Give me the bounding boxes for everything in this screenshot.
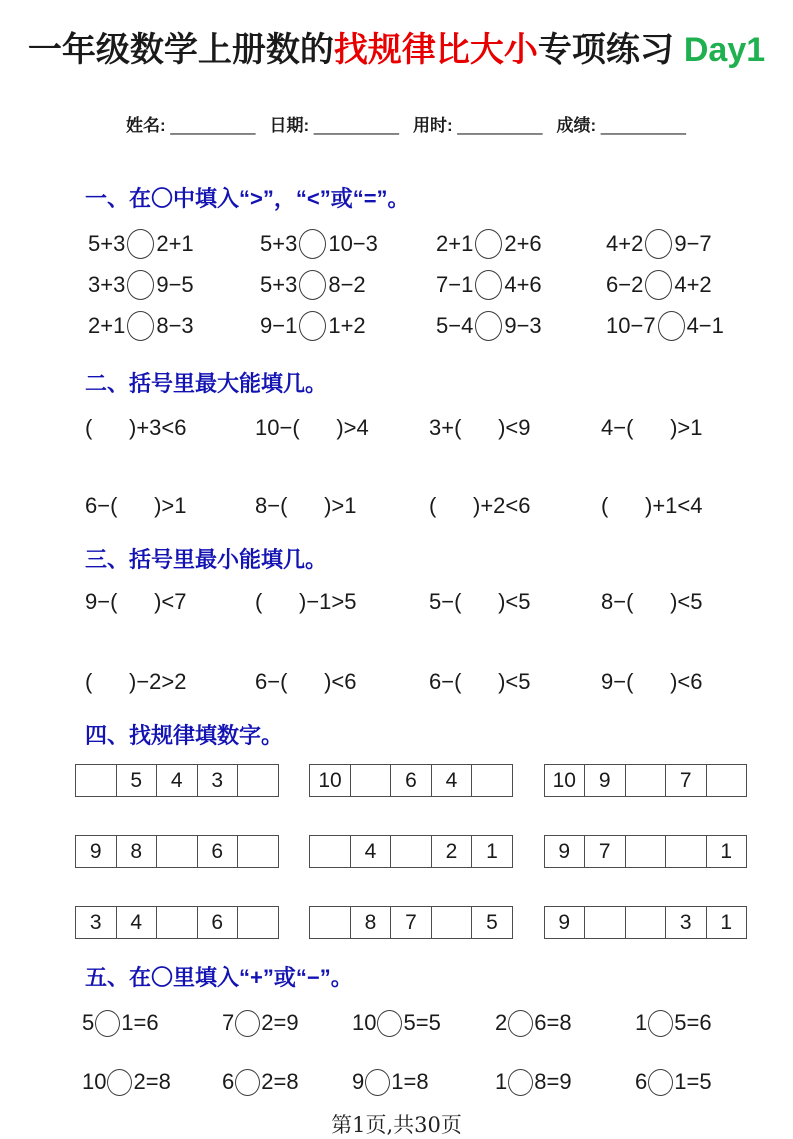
answer-circle[interactable] [95, 1010, 120, 1037]
right-expr: 4+6 [504, 272, 542, 297]
left-expr: 2+1 [436, 231, 474, 256]
paren-problem[interactable]: 9−( )<6 [601, 669, 703, 694]
sequence-cell: 9 [545, 836, 586, 867]
left-expr: 5+3 [260, 231, 298, 256]
right-part: 2=9 [261, 1010, 299, 1035]
left-expr: 10−7 [606, 313, 656, 338]
sequence-cell: 10 [310, 765, 351, 796]
sequence-cell[interactable] [472, 765, 512, 796]
sequence-cell[interactable] [391, 836, 432, 867]
s1-row-2 [88, 268, 793, 302]
score-label: 成绩: [556, 116, 597, 135]
sequence-cell[interactable] [707, 765, 747, 796]
left-expr: 9−1 [260, 313, 298, 338]
sequence-cell[interactable] [432, 907, 473, 938]
section-3-heading: 三、括号里最小能填几。 [85, 547, 328, 572]
section-1-heading: 一、在〇中填入“>”，“<”或“=”。 [85, 186, 410, 211]
answer-circle[interactable] [475, 229, 502, 259]
sign-problem [222, 1065, 352, 1099]
left-expr: 2+1 [88, 313, 126, 338]
section-1-problems [0, 227, 793, 343]
sequence-cell[interactable] [626, 836, 667, 867]
right-expr: 2+1 [156, 231, 194, 256]
left-operand: 7 [222, 1010, 235, 1035]
answer-circle[interactable] [645, 229, 672, 259]
date-field [269, 116, 399, 135]
right-expr: 1+2 [328, 313, 366, 338]
right-part: 1=6 [121, 1010, 159, 1035]
answer-circle[interactable] [127, 270, 154, 300]
paren-problem[interactable]: ( )+3<6 [85, 415, 187, 440]
right-expr: 8−3 [156, 313, 194, 338]
right-part: 2=8 [261, 1069, 299, 1094]
right-part: 6=8 [534, 1010, 572, 1035]
paren-problem[interactable]: 8−( )<5 [601, 589, 703, 614]
answer-circle[interactable] [235, 1010, 260, 1037]
sequence-cell: 1 [486, 839, 498, 863]
sequence-cell[interactable] [76, 765, 117, 796]
name-blank[interactable]: _________ [170, 116, 256, 135]
time-label: 用时: [412, 116, 453, 135]
answer-circle[interactable] [127, 311, 154, 341]
left-expr: 6−2 [606, 272, 644, 297]
paren-problem[interactable]: 6−( )>1 [85, 493, 187, 518]
right-expr: 9−3 [504, 313, 542, 338]
sign-problem [495, 1065, 635, 1099]
name-label: 姓名: [125, 116, 166, 135]
paren-problem[interactable]: ( )−2>2 [85, 669, 187, 694]
s4-tables-row-2 [75, 835, 747, 868]
right-part: 1=8 [391, 1069, 429, 1094]
compare-problem [436, 309, 606, 343]
time-blank[interactable]: _________ [457, 116, 543, 135]
answer-circle[interactable] [299, 229, 326, 259]
right-expr: 9−5 [156, 272, 194, 297]
sequence-cell: 5 [486, 910, 498, 934]
left-operand: 2 [495, 1010, 508, 1035]
compare-problem [88, 309, 260, 343]
s3-row-1 [85, 585, 793, 619]
paren-problem[interactable]: ( )+2<6 [429, 493, 531, 518]
answer-circle[interactable] [475, 311, 502, 341]
answer-circle[interactable] [107, 1069, 132, 1096]
title-part-red: 找规律比大小 [333, 31, 538, 69]
compare-problem [606, 268, 793, 302]
sign-problem [352, 1006, 495, 1040]
number-sequence-table [544, 906, 748, 939]
right-part: 5=6 [674, 1010, 712, 1035]
sequence-cell[interactable] [238, 907, 278, 938]
left-operand: 5 [82, 1010, 95, 1035]
answer-circle[interactable] [475, 270, 502, 300]
left-expr: 7−1 [436, 272, 474, 297]
sequence-cell: 6 [198, 836, 239, 867]
answer-circle[interactable] [508, 1069, 533, 1096]
sequence-cell: 9 [545, 907, 586, 938]
s4-tables-row-1 [75, 764, 747, 797]
left-operand: 6 [222, 1069, 235, 1094]
date-label: 日期: [269, 116, 310, 135]
answer-circle[interactable] [299, 311, 326, 341]
sign-problem [495, 1006, 635, 1040]
s4-tables-row-3 [75, 906, 747, 939]
sequence-cell[interactable] [310, 907, 351, 938]
right-part: 2=8 [133, 1069, 171, 1094]
sequence-cell: 9 [76, 836, 117, 867]
answer-circle[interactable] [365, 1069, 390, 1096]
sequence-cell: 7 [391, 907, 432, 938]
sequence-cell[interactable] [585, 907, 626, 938]
sequence-cell[interactable] [238, 765, 278, 796]
sequence-cell: 2 [432, 836, 473, 867]
sign-problem [635, 1065, 793, 1099]
answer-circle[interactable] [648, 1069, 673, 1096]
left-operand: 6 [635, 1069, 648, 1094]
left-expr: 5−4 [436, 313, 474, 338]
answer-circle[interactable] [127, 229, 154, 259]
title-day-badge: Day1 [683, 31, 766, 69]
sequence-cell: 7 [585, 836, 626, 867]
sequence-cell: 4 [157, 765, 198, 796]
sequence-cell: 4 [351, 836, 392, 867]
compare-problem [436, 268, 606, 302]
right-part: 5=5 [403, 1010, 441, 1035]
left-operand: 1 [635, 1010, 648, 1035]
section-4-heading: 四、找规律填数字。 [85, 723, 284, 748]
time-field [413, 116, 543, 135]
page-title [0, 0, 793, 71]
number-sequence-table [309, 764, 513, 797]
number-sequence-table [309, 906, 513, 939]
left-expr: 3+3 [88, 272, 126, 297]
paren-problem[interactable]: ( )+1<4 [601, 493, 703, 518]
sequence-cell: 1 [720, 839, 733, 863]
left-expr: 5+3 [88, 231, 126, 256]
right-part: 8=9 [534, 1069, 572, 1094]
answer-circle[interactable] [377, 1010, 402, 1037]
paren-problem[interactable]: 8−( )>1 [255, 493, 357, 518]
score-field [556, 116, 686, 135]
right-expr: 4+2 [674, 272, 712, 297]
title-part-black1: 一年级数学上册数的 [27, 31, 334, 69]
left-expr: 4+2 [606, 231, 644, 256]
sequence-cell: 6 [391, 765, 432, 796]
sequence-cell[interactable] [238, 836, 278, 867]
sequence-cell[interactable] [626, 765, 667, 796]
section-5-heading: 五、在〇里填入“+”或“−”。 [85, 965, 353, 990]
sequence-cell: 6 [198, 907, 239, 938]
compare-problem [260, 309, 436, 343]
sequence-cell: 1 [720, 910, 733, 934]
number-sequence-table [544, 835, 748, 868]
sequence-cell: 5 [117, 765, 158, 796]
sequence-cell: 7 [666, 765, 707, 796]
sequence-cell: 10 [545, 765, 586, 796]
section-2-heading: 二、括号里最大能填几。 [85, 371, 328, 396]
sign-problem [82, 1065, 222, 1099]
paren-problem[interactable]: 4−( )>1 [601, 415, 703, 440]
sequence-cell[interactable] [626, 907, 667, 938]
sequence-cell[interactable] [157, 836, 198, 867]
sign-problem [222, 1006, 352, 1040]
s5-row-2 [82, 1065, 793, 1099]
s5-row-1 [82, 1006, 793, 1040]
compare-problem [88, 268, 260, 302]
sequence-cell[interactable] [666, 836, 707, 867]
left-operand: 10 [82, 1069, 107, 1094]
sequence-cell: 8 [117, 836, 158, 867]
sign-problem [82, 1006, 222, 1040]
answer-circle[interactable] [299, 270, 326, 300]
right-expr: 10−3 [328, 231, 378, 256]
s2-row-2 [85, 489, 793, 523]
sequence-cell[interactable] [310, 836, 351, 867]
sequence-cell: 4 [117, 907, 158, 938]
left-operand: 10 [352, 1010, 377, 1035]
right-expr: 2+6 [504, 231, 542, 256]
name-field [126, 116, 256, 135]
paren-problem[interactable]: ( )−1>5 [255, 589, 357, 614]
compare-problem [260, 268, 436, 302]
sequence-cell: 8 [351, 907, 392, 938]
paren-problem[interactable]: 3+( )<9 [429, 415, 531, 440]
paren-problem[interactable]: 5−( )<5 [429, 589, 531, 614]
right-part: 1=5 [674, 1069, 712, 1094]
sign-problem [635, 1006, 793, 1040]
score-blank[interactable]: _________ [600, 116, 686, 135]
student-info-line [0, 91, 793, 156]
title-part-black2: 专项练习 [537, 31, 674, 69]
s2-row-1 [85, 411, 793, 445]
compare-problem [606, 309, 793, 343]
number-sequence-table [75, 906, 279, 939]
s1-row-3 [88, 309, 793, 343]
answer-circle[interactable] [658, 311, 685, 341]
compare-problem [606, 227, 793, 261]
sequence-cell[interactable] [351, 765, 392, 796]
paren-problem[interactable]: 9−( )<7 [85, 589, 187, 614]
sequence-cell: 3 [198, 765, 239, 796]
compare-problem [436, 227, 606, 261]
left-expr: 5+3 [260, 272, 298, 297]
number-sequence-table [75, 764, 279, 797]
right-expr: 9−7 [674, 231, 712, 256]
sequence-cell: 9 [585, 765, 626, 796]
date-blank[interactable]: _________ [313, 116, 399, 135]
sign-problem [352, 1065, 495, 1099]
number-sequence-table [544, 764, 748, 797]
sequence-cell[interactable] [157, 907, 198, 938]
compare-problem [88, 227, 260, 261]
number-sequence-table [75, 835, 279, 868]
page-number: 第1页,共30页 [331, 1113, 462, 1137]
number-sequence-table [309, 835, 513, 868]
paren-problem[interactable]: 6−( )<5 [429, 669, 531, 694]
s1-row-1 [88, 227, 793, 261]
compare-problem [260, 227, 436, 261]
answer-circle[interactable] [648, 1010, 673, 1037]
left-operand: 9 [352, 1069, 365, 1094]
paren-problem[interactable]: 6−( )<6 [255, 669, 357, 694]
sequence-cell: 3 [666, 907, 707, 938]
right-expr: 4−1 [686, 313, 724, 338]
answer-circle[interactable] [508, 1010, 533, 1037]
answer-circle[interactable] [235, 1069, 260, 1096]
right-expr: 8−2 [328, 272, 366, 297]
left-operand: 1 [495, 1069, 508, 1094]
answer-circle[interactable] [645, 270, 672, 300]
s3-row-2 [85, 665, 793, 699]
sequence-cell: 3 [76, 907, 117, 938]
sequence-cell: 4 [432, 765, 473, 796]
paren-problem[interactable]: 10−( )>4 [255, 415, 369, 440]
